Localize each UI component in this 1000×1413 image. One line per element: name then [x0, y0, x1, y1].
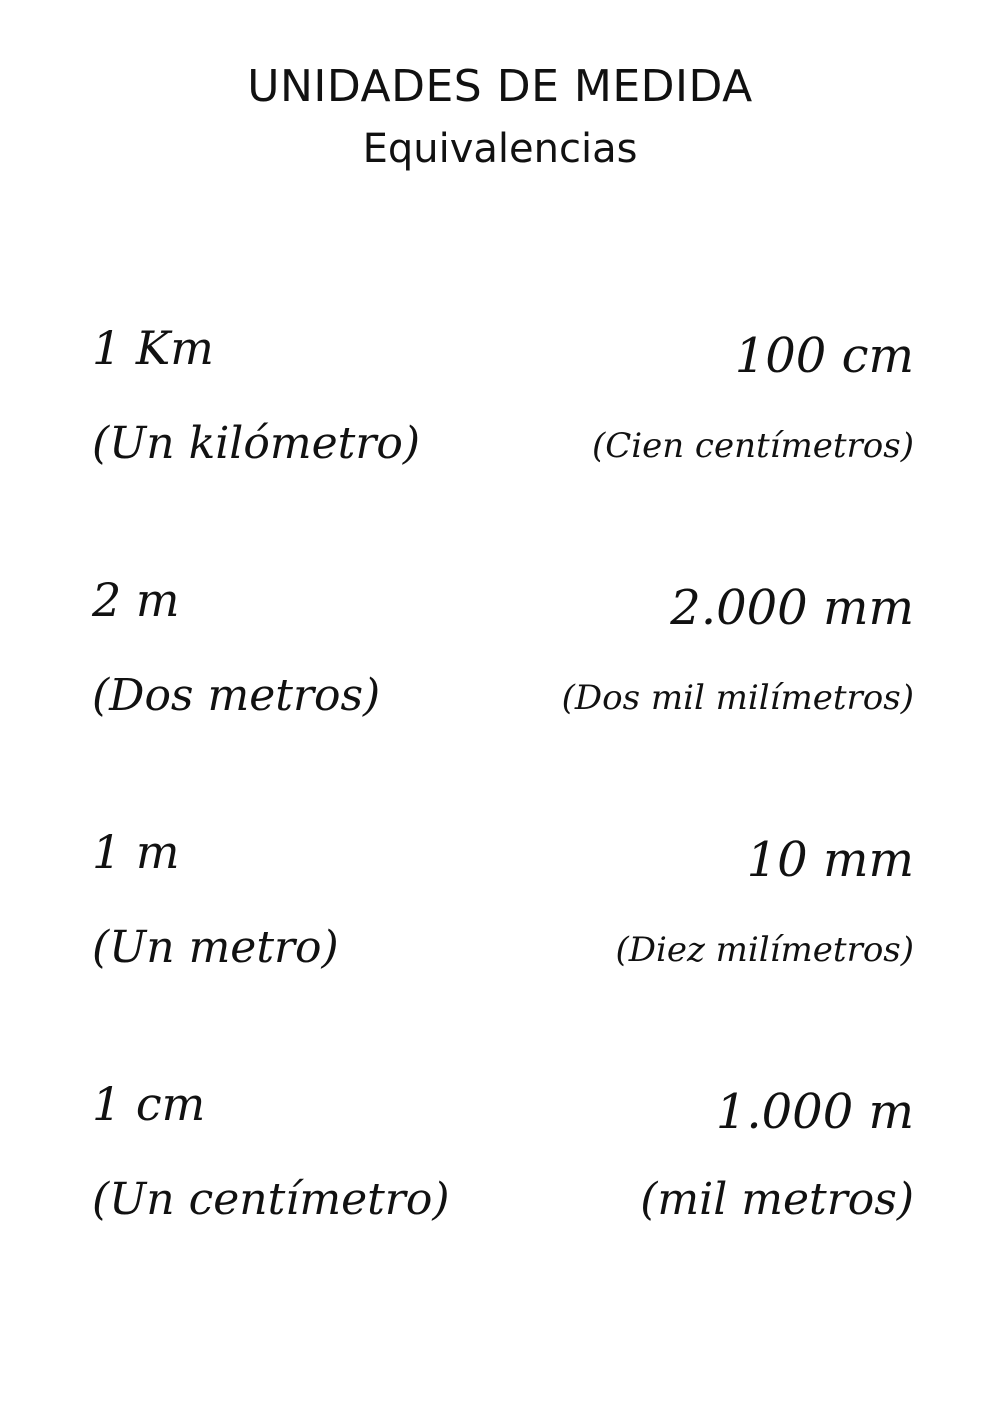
right-quantity: 100 cm	[734, 328, 914, 384]
left-quantity: 2 m	[92, 573, 180, 627]
right-quantity-words: (Dos mil milímetros)	[561, 678, 914, 718]
equivalence-row	[92, 570, 914, 822]
right-quantity: 10 mm	[746, 832, 914, 888]
left-quantity: 1 m	[92, 825, 180, 879]
document-header	[0, 58, 1000, 176]
left-quantity-words: (Dos metros)	[92, 670, 381, 721]
left-quantity-words: (Un centímetro)	[92, 1174, 450, 1225]
right-quantity: 1.000 m	[715, 1084, 914, 1140]
left-quantity-words: (Un kilómetro)	[92, 418, 421, 469]
left-quantity-words: (Un metro)	[92, 922, 339, 973]
left-quantity: 1 cm	[92, 1077, 206, 1131]
right-quantity-words: (mil metros)	[640, 1174, 914, 1225]
equivalence-row	[92, 822, 914, 1074]
page-subtitle: Equivalencias	[362, 126, 638, 172]
right-quantity-words: (Diez milímetros)	[615, 930, 914, 970]
equivalence-row	[92, 1074, 914, 1326]
equivalence-list	[92, 318, 914, 1326]
right-quantity-words: (Cien centímetros)	[591, 426, 914, 466]
page-title: UNIDADES DE MEDIDA	[247, 61, 753, 112]
right-quantity: 2.000 mm	[670, 580, 914, 636]
equivalence-row	[92, 318, 914, 570]
left-quantity: 1 Km	[92, 321, 214, 375]
